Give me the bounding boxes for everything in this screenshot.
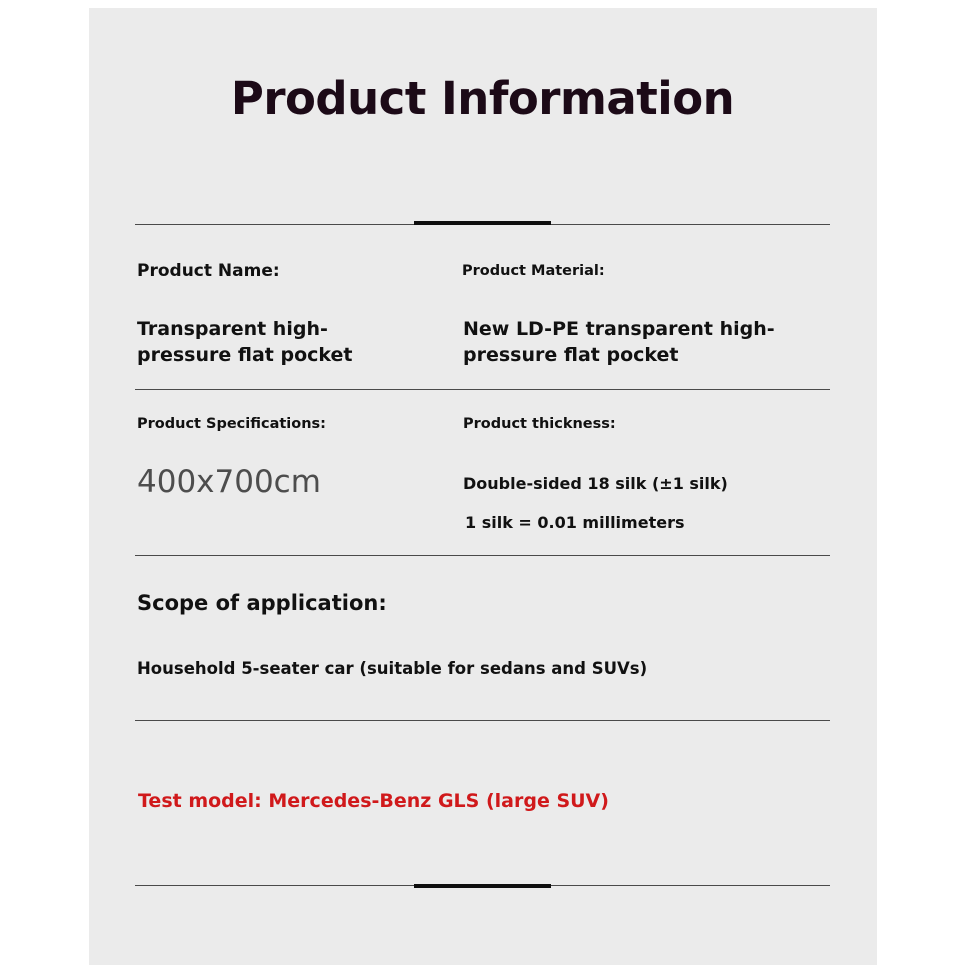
product-name-value-line2: pressure flat pocket [137, 344, 353, 366]
product-material-value-line1: New LD-PE transparent high- [463, 318, 775, 340]
divider-3 [135, 555, 830, 556]
product-material-label: Product Material: [462, 263, 605, 279]
product-thickness-value-line2: 1 silk = 0.01 millimeters [465, 513, 685, 532]
product-specifications-label: Product Specifications: [137, 416, 326, 432]
product-specifications-value: 400x700cm [137, 464, 321, 500]
scope-label: Scope of application: [137, 591, 387, 615]
product-thickness-value-line1: Double-sided 18 silk (±1 silk) [463, 474, 728, 493]
divider-accent-top [414, 221, 551, 225]
divider-2 [135, 389, 830, 390]
divider-4 [135, 720, 830, 721]
product-thickness-label: Product thickness: [463, 416, 616, 432]
divider-accent-bottom [414, 884, 551, 888]
test-model: Test model: Mercedes-Benz GLS (large SUV) [138, 790, 609, 812]
product-name-value-line1: Transparent high- [137, 318, 328, 340]
page-title: Product Information [230, 72, 735, 125]
product-name-label: Product Name: [137, 261, 280, 281]
scope-value: Household 5-seater car (suitable for sedans and SUVs) [137, 659, 648, 678]
product-material-value-line2: pressure flat pocket [463, 344, 679, 366]
